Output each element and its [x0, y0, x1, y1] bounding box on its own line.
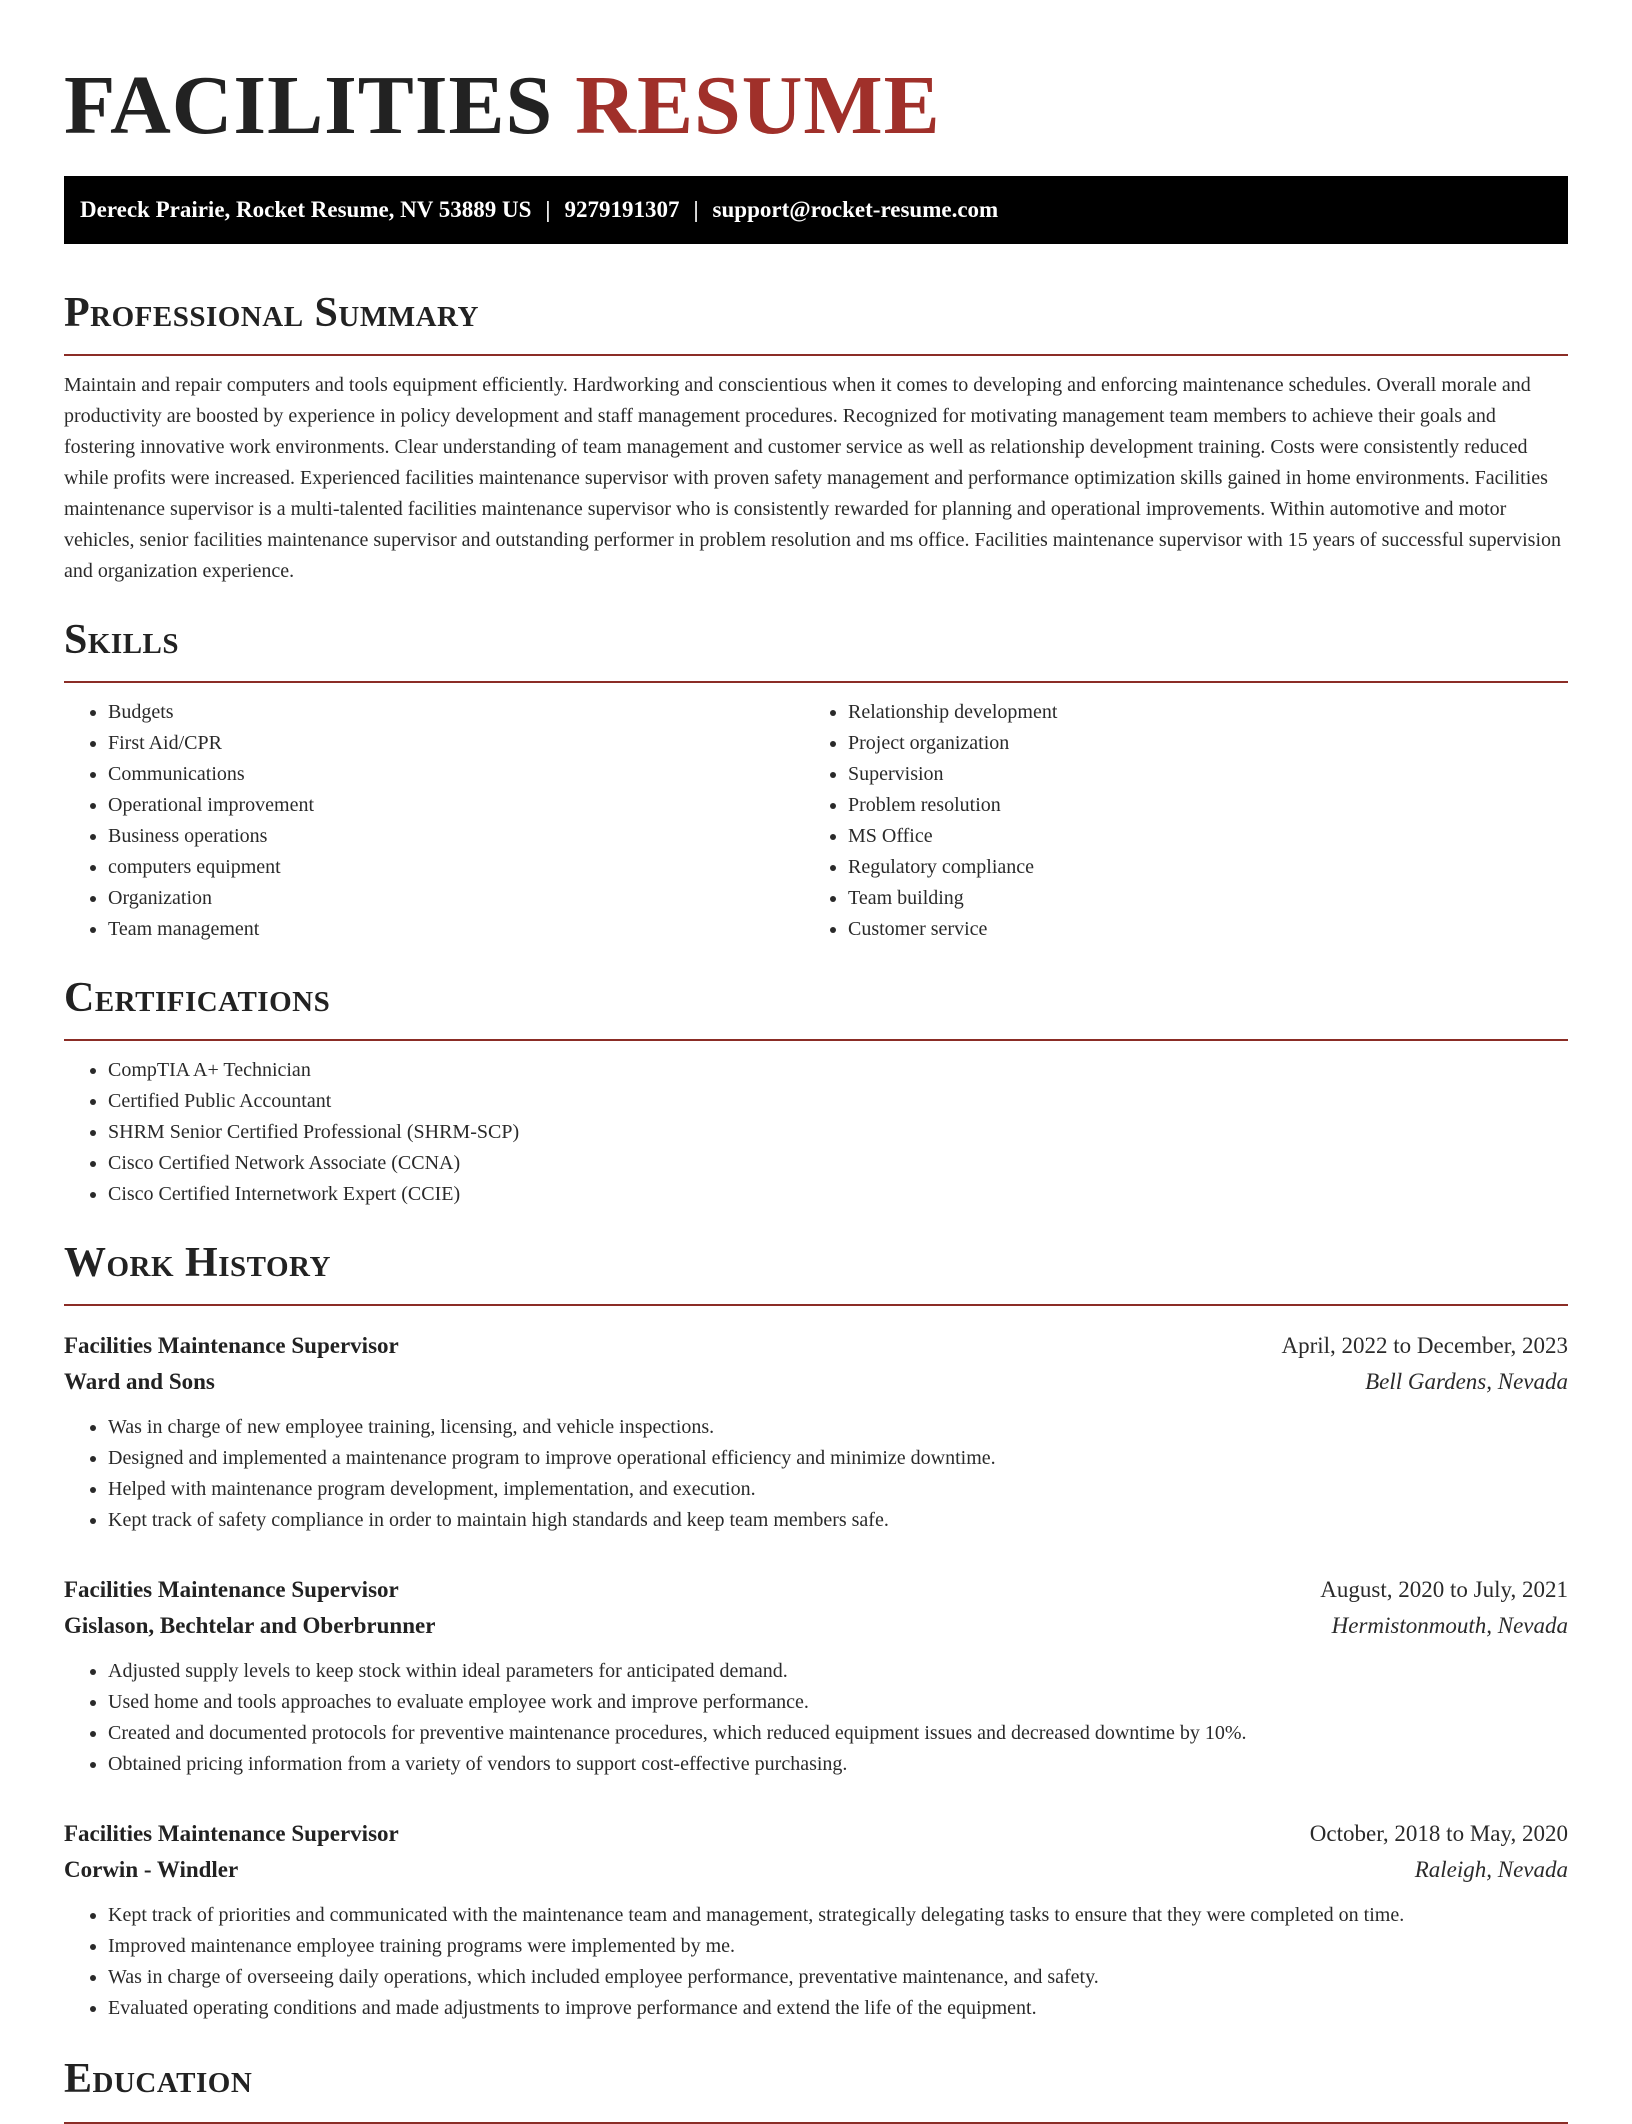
job-title: Facilities Maintenance Supervisor [64, 1821, 399, 1846]
skill-item: • Budgets [108, 697, 804, 728]
job-dates: August, 2020 to July, 2021 [1320, 1577, 1568, 1602]
job-entry [64, 1572, 1568, 1780]
job-bullet: • Kept track of priorities and communicated with the maintenance team and management, strategically delegating tasks to ensure that they were completed on time. [108, 1900, 1568, 1931]
skill-item: • Operational improvement [108, 790, 804, 821]
job-dates: April, 2022 to December, 2023 [1281, 1333, 1568, 1358]
section-divider [64, 1039, 1568, 1041]
section-heading-summary: Professional Summary [64, 290, 479, 336]
certification-item: • Certified Public Accountant [108, 1086, 1568, 1117]
job-dates: October, 2018 to May, 2020 [1309, 1821, 1568, 1846]
certification-item: • SHRM Senior Certified Professional (SHRM-SCP) [108, 1117, 1568, 1148]
job-bullet: • Evaluated operating conditions and made adjustments to improve performance and extend the life of the equipment. [108, 1993, 1568, 2024]
section-heading-work-history: Work History [64, 1240, 331, 1286]
education-section [64, 2054, 1568, 2124]
skills-section [64, 615, 1568, 945]
skills-list-left [64, 697, 804, 945]
summary-text: Maintain and repair computers and tools equipment efficiently. Hardworking and conscientious when it comes to developing and enforcing maintenance schedules. Overall morale and productivity are boosted by experience in policy development and staff management procedures. Recognized for motivating management team members to achieve their goals and fostering innovative work environments. Clear understanding of team management and customer service as well as relationship development training. Costs were consistently reduced while profits were increased. Experienced facilities maintenance supervisor with proven safety management and performance optimization skills gained in home environments. Facilities maintenance supervisor is a multi-talented facilities maintenance supervisor who is consistently rewarded for planning and operational improvements. Within automotive and motor vehicles, senior facilities maintenance supervisor and outstanding performer in problem resolution and ms office. Facilities maintenance supervisor with 15 years of successful supervision and organization experience. [64, 374, 1562, 582]
job-bullet: • Created and documented protocols for preventive maintenance procedures, which reduced equipment issues and decreased downtime by 10%. [108, 1718, 1568, 1749]
job-bullet: • Adjusted supply levels to keep stock within ideal parameters for anticipated demand. [108, 1656, 1568, 1687]
skill-item: • First Aid/CPR [108, 728, 804, 759]
job-entry [64, 1328, 1568, 1536]
section-heading-skills: Skills [64, 617, 180, 663]
skill-item: • Team building [848, 883, 1544, 914]
section-divider [64, 681, 1568, 683]
job-company-row [64, 1608, 1568, 1644]
certifications-section [64, 973, 1568, 1210]
job-title: Facilities Maintenance Supervisor [64, 1333, 399, 1358]
certification-item: • CompTIA A+ Technician [108, 1055, 1568, 1086]
job-entry [64, 1816, 1568, 2024]
title-main: FACILITIES [64, 59, 554, 152]
job-bullets [64, 1412, 1568, 1536]
job-company: Gislason, Bechtelar and Oberbrunner [64, 1613, 436, 1638]
job-bullet: • Designed and implemented a maintenance program to improve operational efficiency and minimize downtime. [108, 1443, 1568, 1474]
skills-column-right [804, 697, 1544, 945]
certifications-list [64, 1055, 1568, 1210]
skill-item: • MS Office [848, 821, 1544, 852]
contact-separator: | [545, 197, 551, 222]
skill-item: • Team management [108, 914, 804, 945]
job-title: Facilities Maintenance Supervisor [64, 1577, 399, 1602]
skill-item: • Business operations [108, 821, 804, 852]
skill-item: • Project organization [848, 728, 1544, 759]
contact-phone[interactable]: 9279191307 [564, 197, 680, 222]
job-bullet: • Was in charge of overseeing daily operations, which included employee performance, preventative maintenance, and safety. [108, 1962, 1568, 1993]
job-location: Hermistonmouth, Nevada [1331, 1613, 1568, 1638]
certification-item: • Cisco Certified Internetwork Expert (CCIE) [108, 1179, 1568, 1210]
resume-title [64, 0, 1568, 156]
skill-item: • Regulatory compliance [848, 852, 1544, 883]
skill-item: • Customer service [848, 914, 1544, 945]
job-company-row [64, 1364, 1568, 1400]
skill-item: • Organization [108, 883, 804, 914]
job-bullets [64, 1656, 1568, 1780]
job-company: Corwin - Windler [64, 1857, 239, 1882]
job-header-row [64, 1328, 1568, 1364]
section-divider [64, 354, 1568, 356]
contact-email[interactable]: support@rocket-resume.com [712, 197, 999, 222]
job-bullet: • Used home and tools approaches to evaluate employee work and improve performance. [108, 1687, 1568, 1718]
job-location: Raleigh, Nevada [1414, 1857, 1568, 1882]
summary-section [64, 288, 1568, 587]
skill-item: • Relationship development [848, 697, 1544, 728]
job-bullet: • Helped with maintenance program development, implementation, and execution. [108, 1474, 1568, 1505]
skills-grid [64, 697, 1568, 945]
job-bullets [64, 1900, 1568, 2024]
skills-list-right [804, 697, 1544, 945]
certification-item: • Cisco Certified Network Associate (CCNA) [108, 1148, 1568, 1179]
skill-item: • Supervision [848, 759, 1544, 790]
section-heading-certifications: Certifications [64, 975, 331, 1021]
title-accent: RESUME [575, 59, 941, 152]
skill-item: • Communications [108, 759, 804, 790]
job-bullet: • Kept track of safety compliance in order to maintain high standards and keep team members safe. [108, 1505, 1568, 1536]
work-history-section [64, 1238, 1568, 2024]
contact-separator: | [693, 197, 699, 222]
job-bullet: • Was in charge of new employee training, licensing, and vehicle inspections. [108, 1412, 1568, 1443]
job-company: Ward and Sons [64, 1369, 215, 1394]
section-heading-education: Education [64, 2056, 253, 2102]
contact-address: Dereck Prairie, Rocket Resume, NV 53889 US [80, 197, 532, 222]
job-bullet: • Improved maintenance employee training programs were implemented by me. [108, 1931, 1568, 1962]
job-header-row [64, 1572, 1568, 1608]
job-company-row [64, 1852, 1568, 1888]
skill-item: • computers equipment [108, 852, 804, 883]
job-location: Bell Gardens, Nevada [1365, 1369, 1568, 1394]
section-divider [64, 1304, 1568, 1306]
job-header-row [64, 1816, 1568, 1852]
skill-item: • Problem resolution [848, 790, 1544, 821]
job-bullet: • Obtained pricing information from a variety of vendors to support cost-effective purchasing. [108, 1749, 1568, 1780]
contact-bar [64, 176, 1568, 244]
skills-column-left [64, 697, 804, 945]
